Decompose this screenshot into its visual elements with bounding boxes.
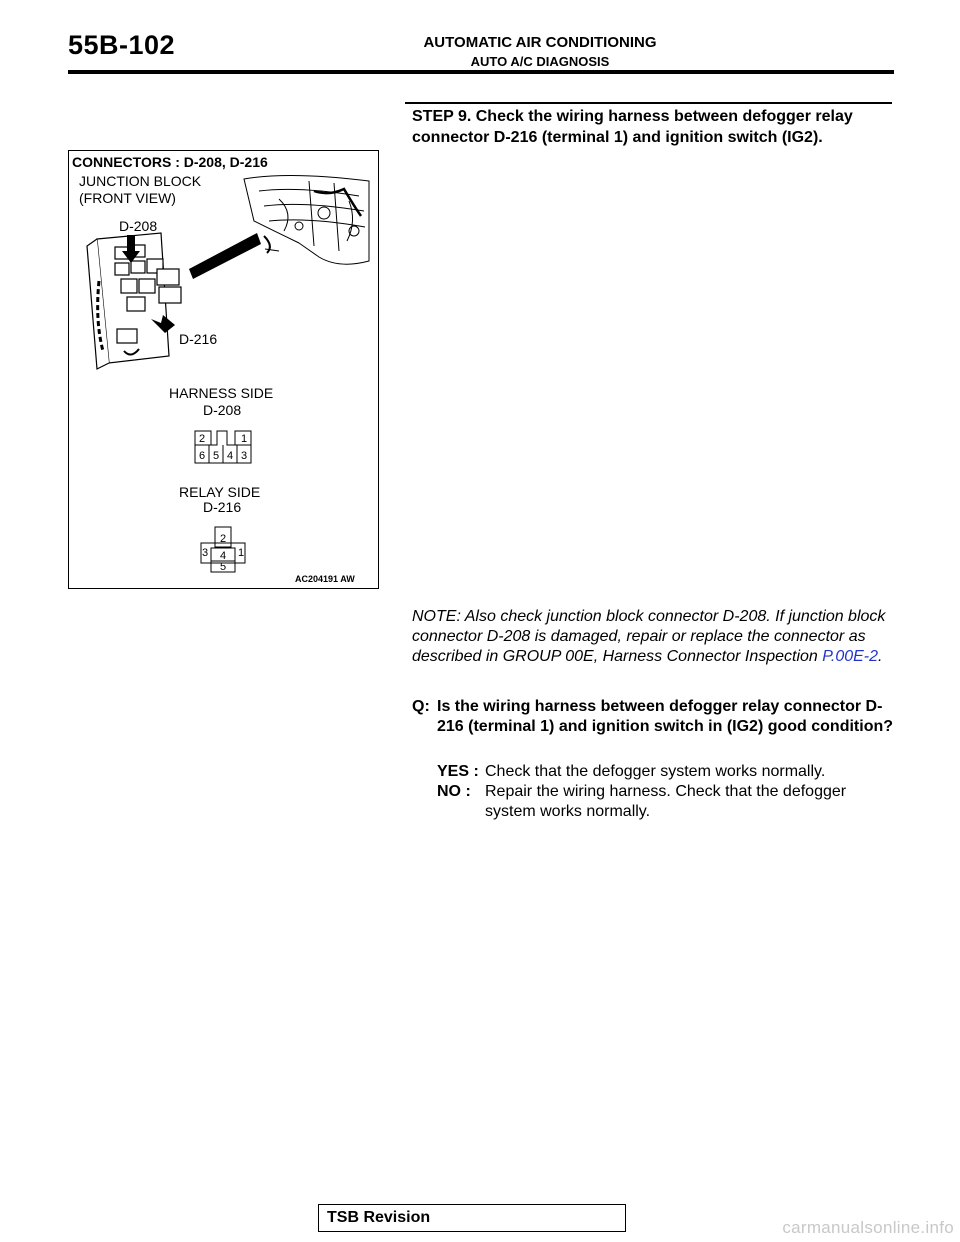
connector-diagram (69, 151, 380, 590)
tsb-revision-label: TSB Revision (327, 1209, 431, 1226)
d216-pin: 1 (237, 547, 245, 559)
note-paragraph (412, 607, 896, 667)
yes-text: Check that the defogger system works normally. (485, 763, 826, 780)
step-rule (405, 102, 892, 104)
front-view-label: (FRONT VIEW) (79, 190, 176, 206)
yes-label: YES : (437, 763, 479, 780)
d216-pin: 5 (219, 561, 227, 573)
harness-side-label: HARNESS SIDE (169, 385, 274, 401)
dashboard-illustration (244, 175, 369, 264)
note-text: NOTE: Also check junction block connector D-208. If junction block connector D-208 is damaged, repair or replace the connector as described in GROUP 00E, Harness Connector Inspection (412, 608, 886, 665)
question-prefix: Q: (412, 698, 430, 715)
no-text: Repair the wiring harness. Check that the defogger system works normally. (485, 783, 847, 820)
harness-code-label: D-208 (203, 402, 242, 418)
step-heading: STEP 9. Check the wiring harness between defogger relay connector D-216 (terminal 1) and ignition switch (IG2). (412, 108, 853, 146)
d216-pin: 2 (219, 533, 227, 545)
inspection-link[interactable]: P.00E-2 (822, 648, 879, 665)
question-block (412, 697, 896, 737)
section-title: AUTOMATIC AIR CONDITIONING (423, 34, 657, 51)
page-number: 55B-102 (68, 30, 176, 60)
answer-yes (437, 762, 887, 782)
connector-figure (68, 150, 379, 589)
junction-block-label: JUNCTION BLOCK (79, 173, 202, 189)
d208-pin: 1 (240, 433, 248, 445)
relay-side-label: RELAY SIDE (179, 484, 261, 500)
figure-code: AC204191 AW (295, 574, 355, 584)
section-subtitle: AUTO A/C DIAGNOSIS (470, 54, 610, 69)
d208-pin: 5 (212, 450, 220, 462)
d208-pin: 3 (240, 450, 248, 462)
question-text: Is the wiring harness between defogger relay connector D-216 (terminal 1) and ignition switch in (IG2) good condition? (437, 698, 894, 735)
watermark: carmanualsonline.info (782, 1218, 954, 1237)
d216-pin: 4 (219, 550, 227, 562)
location-arrow (189, 233, 261, 279)
callout-d208: D-208 (119, 218, 158, 234)
no-label: NO : (437, 783, 471, 800)
header-rule (68, 70, 894, 74)
d208-pin: 6 (198, 450, 206, 462)
d216-pin: 3 (201, 547, 209, 559)
tsb-revision-box (318, 1204, 626, 1232)
note-end: . (878, 648, 883, 665)
answer-no (437, 782, 887, 822)
d208-pin: 4 (226, 450, 234, 462)
callout-d216: D-216 (179, 331, 218, 347)
d208-pin: 2 (198, 433, 206, 445)
relay-code-label: D-216 (203, 499, 242, 515)
figure-title: CONNECTORS : D-208, D-216 (72, 154, 268, 170)
